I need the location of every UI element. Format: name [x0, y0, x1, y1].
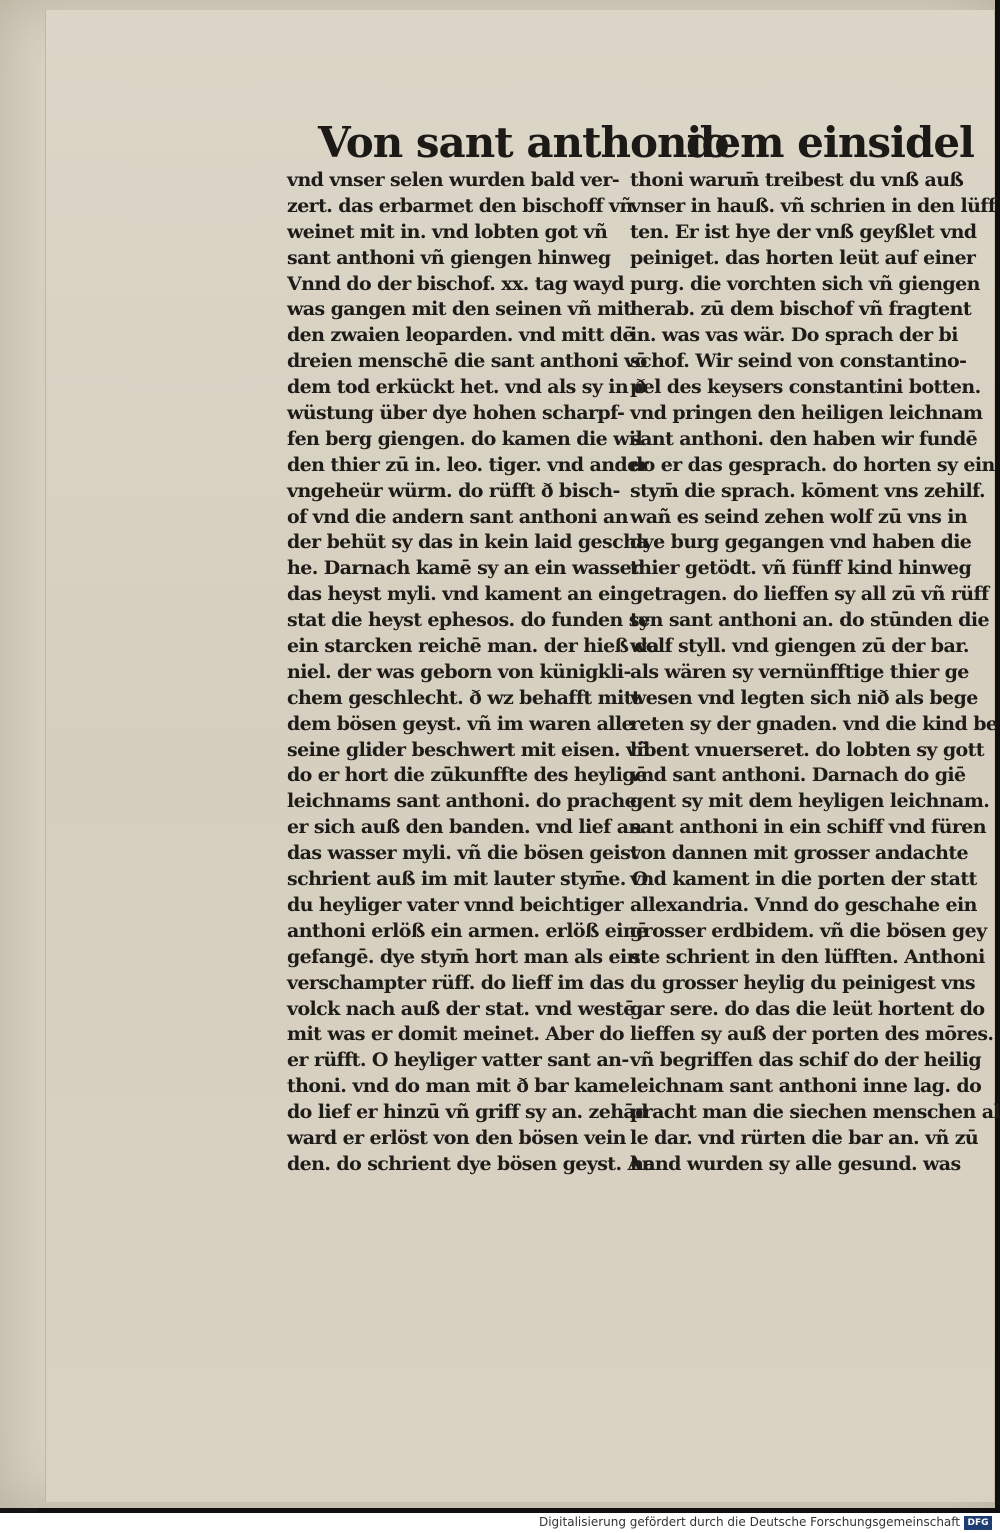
text-line: purg. die vorchten sich vñ giengen [630, 272, 980, 295]
text-line: ste schrient in den lüfften. Anthoni [630, 945, 985, 968]
header-left: Von sant anthonio [318, 118, 729, 167]
text-line: herab. zū dem bischof vñ fragtent [630, 298, 971, 321]
text-line: ten sant anthoni an. do stūnden die [630, 609, 989, 632]
text-line: fen berg giengen. do kamen die wil [287, 427, 643, 450]
text-line: schrient auß im mit lauter stym̄e. O [287, 868, 648, 891]
text-line: anthoni erlöß ein armen. erlöß einē [287, 919, 648, 942]
text-line: ein starcken reichē man. der hieß da [287, 635, 659, 658]
text-line: weinet mit in. vnd lobten got vñ [287, 220, 608, 243]
text-line: mit was er domit meinet. Aber do [287, 1023, 624, 1046]
text-column-left [287, 168, 659, 1178]
text-line: vnser in hauß. vñ schrien in den lüff [630, 194, 996, 217]
text-line: gefangē. dye stym̄ hort man als ein [287, 945, 640, 968]
text-column-right [630, 168, 1000, 1178]
text-line: den zwaien leoparden. vnd mitt dē [287, 324, 634, 347]
text-line: getragen. do lieffen sy all zū vñ rüff [630, 583, 989, 606]
text-line: das heyst myli. vnd kament an ein [287, 583, 630, 606]
text-line: du heyliger vater vnnd beichtiger [287, 893, 624, 916]
text-line: wüstung über dye hohen scharpf- [287, 402, 625, 425]
text-line: ward er erlöst von den bösen vein [287, 1126, 626, 1149]
text-line: thoni. vnd do man mit ð bar kame [287, 1075, 630, 1098]
header-right: dem einsidel [686, 118, 975, 167]
text-line: chem geschlecht. ð wz behafft mitt [287, 686, 641, 709]
text-line: vñ begriffen das schif do der heilig [630, 1049, 982, 1072]
text-line: of vnd die andern sant anthoni an [287, 505, 628, 528]
text-line: Vnnd do der bischof. xx. tag wayd [287, 272, 624, 295]
text-line: reten sy der gnaden. vnd die kind be [630, 712, 998, 735]
text-line: pel des keysers constantini botten. [630, 376, 981, 399]
text-line: ten. Er ist hye der vnß geyßlet vnd [630, 220, 977, 243]
text-line: pracht man die siechen menschen al [630, 1101, 1000, 1124]
text-line: libent vnuerseret. do lobten sy gott [630, 738, 984, 761]
text-line: der behüt sy das in kein laid gescha [287, 531, 649, 554]
text-line: vnd pringen den heiligen leichnam [630, 402, 983, 425]
text-line: thoni warum̄ treibest du vnß auß [630, 169, 964, 191]
dfg-logo: DFG [964, 1516, 992, 1530]
text-line: das wasser myli. vñ die bösen geist [287, 842, 639, 865]
text-line: niel. der was geborn von künigkli- [287, 660, 631, 683]
text-line: gent sy mit dem heyligen leichnam. [630, 790, 990, 813]
text-line: schof. Wir seind von constantino- [630, 350, 967, 373]
text-line: sant anthoni vñ giengen hinweg [287, 246, 611, 269]
text-line: vnd vnser selen wurden bald ver- [287, 169, 620, 191]
text-line: sant anthoni in ein schiff vnd füren [630, 816, 986, 839]
text-line: er sich auß den banden. vnd lief an [287, 816, 642, 839]
text-line: le dar. vnd rürten die bar an. vñ zū [630, 1126, 979, 1149]
text-line: als wären sy vernünfftige thier ge [630, 660, 969, 683]
text-line: du grosser heylig du peinigest vns [630, 971, 976, 994]
text-line: allexandria. Vnnd do geschahe ein [630, 893, 977, 916]
text-line: lieffen sy auß der porten des mōres. [630, 1023, 994, 1046]
text-line: do er das gesprach. do horten sy ein [630, 453, 995, 476]
text-line: grosser erdbidem. vñ die bösen gey [630, 919, 987, 942]
text-line: stym̄ die sprach. kōment vns zehilf. [630, 479, 985, 502]
text-line: stat die heyst ephesos. do funden sy [287, 609, 650, 632]
text-line: den. do schrient dye bösen geyst. An [287, 1152, 655, 1175]
text-line: dem tod erkückt het. vnd als sy in ð [287, 376, 647, 399]
text-line: hand wurden sy alle gesund. was [630, 1152, 961, 1175]
text-line: vnd sant anthoni. Darnach do giē [630, 764, 966, 787]
text-line: do er hort die zūkunffte des heyligē [287, 764, 647, 787]
text-line: verschampter rüff. do lieff im das [287, 971, 625, 994]
text-line: dreien menschē die sant anthoni vō [287, 350, 647, 373]
text-line: vngeheür würm. do rüfft ð bisch- [287, 479, 620, 502]
text-line: sant anthoni. den haben wir fundē [630, 427, 978, 450]
footer-credit: Digitalisierung gefördert durch die Deutsche Forschungsgemeinschaft [538, 1515, 960, 1529]
text-line: er rüfft. O heyliger vatter sant an- [287, 1049, 629, 1072]
text-line: seine glider beschwert mit eisen. vñ [287, 738, 650, 761]
text-line: he. Darnach kamē sy an ein wasser [287, 557, 641, 580]
text-line: leichnam sant anthoni inne lag. do [630, 1075, 982, 1098]
text-line: peiniget. das horten leüt auf einer [630, 246, 976, 269]
text-line: gar sere. do das die leüt hortent do [630, 997, 985, 1020]
text-line: leichnams sant anthoni. do prache [287, 790, 637, 813]
text-line: wesen vnd legten sich nið als bege [630, 686, 978, 709]
text-line: in. was vas wär. Do sprach der bi [630, 324, 958, 347]
text-line: dem bösen geyst. vñ im waren alle [287, 712, 634, 735]
text-line: zert. das erbarmet den bischoff vñ [287, 194, 633, 217]
footer-bar [0, 1513, 1000, 1533]
text-line: volck nach auß der stat. vnd westē [287, 997, 635, 1020]
text-line: dye burg gegangen vnd haben die [630, 531, 972, 554]
text-line: wolf styll. vnd giengen zū der bar. [630, 635, 969, 658]
text-line: den thier zū in. leo. tiger. vnd ander [287, 453, 649, 476]
text-line: wañ es seind zehen wolf zū vns in [630, 505, 968, 528]
text-line: von dannen mit grosser andachte [630, 842, 969, 865]
text-line: do lief er hinzū vñ griff sy an. zehād [287, 1101, 648, 1124]
text-line: was gangen mit den seinen vñ mit [287, 298, 632, 321]
text-line: vnd kament in die porten der statt [630, 868, 977, 891]
text-line: thier getödt. vñ fünff kind hinweg [630, 557, 972, 580]
